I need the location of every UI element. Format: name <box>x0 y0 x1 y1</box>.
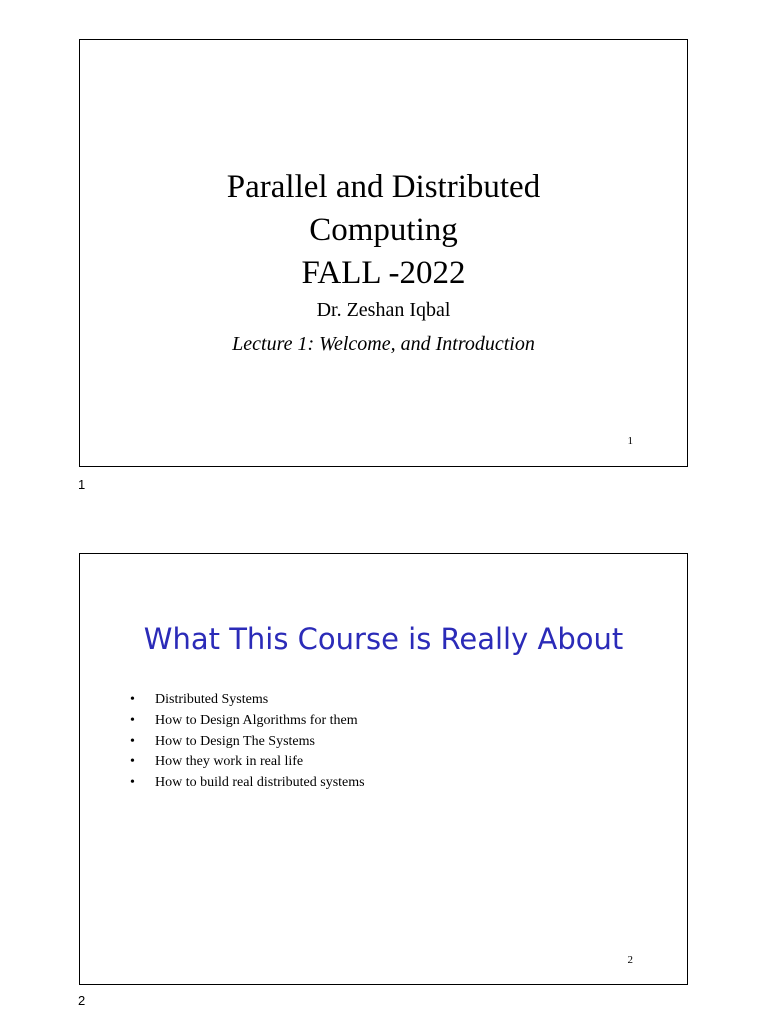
slide-1 <box>79 39 688 467</box>
slide-2-title: What This Course is Really About <box>143 622 624 656</box>
slide-1-title-line-3: FALL -2022 <box>301 255 466 291</box>
bullet-icon: • <box>130 775 135 791</box>
page-label-2: 2 <box>78 993 86 1008</box>
list-item-text: How to Design The Systems <box>155 733 315 749</box>
slide-1-title-block <box>80 166 687 359</box>
list-item-text: How to build real distributed systems <box>155 775 365 791</box>
bullet-icon: • <box>130 754 135 770</box>
page-label-1: 1 <box>78 477 86 492</box>
list-item <box>130 711 365 732</box>
slide-1-title-line-1: Parallel and Distributed <box>226 169 541 205</box>
slide-1-number: 1 <box>627 435 633 447</box>
list-item <box>130 752 365 773</box>
list-item-text: How to Design Algorithms for them <box>155 712 358 728</box>
list-item-text: How they work in real life <box>155 754 304 770</box>
bullet-icon: • <box>130 692 135 707</box>
list-item <box>130 690 365 711</box>
bullet-icon: • <box>130 733 135 749</box>
slide-1-title-line-2: Computing <box>309 212 458 248</box>
list-item <box>130 732 365 753</box>
bullet-icon: • <box>130 712 135 728</box>
slide-1-lecture-subtitle: Lecture 1: Welcome, and Introduction <box>232 333 535 355</box>
slide-1-author: Dr. Zeshan Iqbal <box>316 299 451 321</box>
list-item <box>130 773 365 794</box>
slide-2 <box>79 553 688 985</box>
slide-2-number: 2 <box>627 954 633 966</box>
slide-2-bullet-list <box>130 690 365 794</box>
list-item-text: Distributed Systems <box>155 692 269 707</box>
